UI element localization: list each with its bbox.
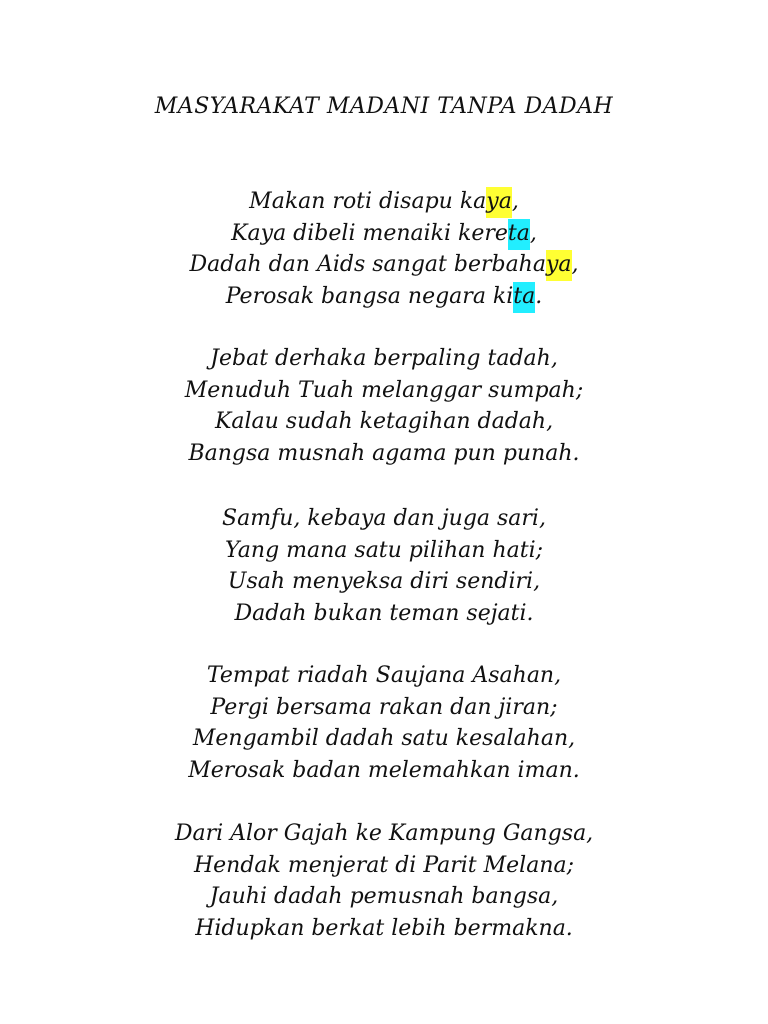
poem-line <box>0 692 768 724</box>
poem-line <box>0 723 768 755</box>
poem-line <box>0 881 768 913</box>
line-text: Tempat riadah Saujana Asahan, <box>206 663 562 688</box>
cyan-highlight: ta <box>508 219 530 250</box>
stanza-5 <box>0 818 768 944</box>
poem-line <box>0 375 768 407</box>
line-text: Perosak bangsa negara ki <box>225 283 514 309</box>
yellow-highlight: ya <box>486 187 512 218</box>
poem-line <box>0 598 768 630</box>
stanza-4 <box>0 660 768 786</box>
line-text: , <box>511 189 519 214</box>
line-text: Usah menyeksa diri sendiri, <box>227 569 541 594</box>
poem-line <box>0 535 768 567</box>
line-text: Hendak menjerat di Parit Melana; <box>193 852 575 878</box>
line-text: Jebat derhaka berpaling tadah, <box>210 346 558 371</box>
line-text: Dadah dan Aids sangat berbaha <box>189 252 546 277</box>
line-text: Kalau sudah ketagihan dadah, <box>214 409 554 434</box>
poem-line <box>0 218 768 250</box>
line-text: Hidupkan berkat lebih bermakna. <box>195 915 573 941</box>
stanza-2 <box>0 343 768 469</box>
poem-line <box>0 850 768 882</box>
line-text: Dari Alor Gajah ke Kampung Gangsa, <box>174 821 594 846</box>
poem-line <box>0 660 768 692</box>
line-text: Dadah bukan teman sejati. <box>234 600 534 626</box>
stanza-1 <box>0 186 768 312</box>
poem-line <box>0 566 768 598</box>
poem-line <box>0 281 768 313</box>
line-text: Mengambil dadah satu kesalahan, <box>192 726 576 751</box>
yellow-highlight: ya <box>546 250 572 281</box>
line-text: Jauhi dadah pemusnah bangsa, <box>209 884 559 909</box>
poem-line <box>0 186 768 218</box>
poem-line <box>0 343 768 375</box>
poem-line <box>0 913 768 945</box>
poem-title: MASYARAKAT MADANI TANPA DADAH <box>154 94 614 119</box>
poem-line <box>0 249 768 281</box>
cyan-highlight: ta <box>513 282 535 313</box>
line-text: Merosak badan melemahkan iman. <box>188 757 580 783</box>
line-text: . <box>535 283 543 309</box>
line-text: Bangsa musnah agama pun punah. <box>188 440 580 466</box>
line-text: Makan roti disapu ka <box>249 189 487 214</box>
line-text: , <box>529 220 537 246</box>
poem-line <box>0 818 768 850</box>
poem-line <box>0 755 768 787</box>
poem-line <box>0 406 768 438</box>
line-text: Menuduh Tuah melanggar sumpah; <box>184 377 584 403</box>
poem-line <box>0 503 768 535</box>
poem-line <box>0 438 768 470</box>
stanza-3 <box>0 503 768 629</box>
line-text: Pergi bersama rakan dan jiran; <box>210 694 558 720</box>
line-text: , <box>571 252 579 277</box>
line-text: Kaya dibeli menaiki kere <box>231 220 508 246</box>
line-text: Samfu, kebaya dan juga sari, <box>222 506 546 531</box>
line-text: Yang mana satu pilihan hati; <box>224 537 544 563</box>
